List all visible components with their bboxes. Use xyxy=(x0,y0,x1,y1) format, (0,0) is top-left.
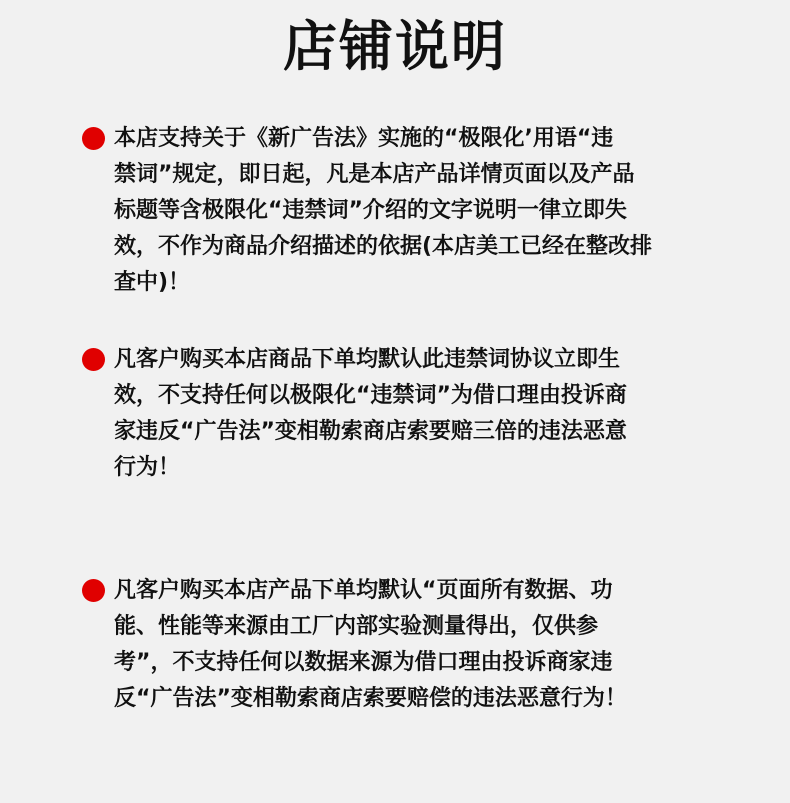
notice-line: 查中)！ xyxy=(114,270,191,295)
notice-line: 凡客户购买本店产品下单均默认“页面所有数据、功 xyxy=(114,578,613,603)
notice-line: 行为！ xyxy=(114,455,181,480)
notice-item-2 xyxy=(82,342,722,486)
red-dot-bullet-icon xyxy=(82,348,105,371)
notice-line: 本店支持关于《新广告法》实施的“极限化’用语“违 xyxy=(114,126,614,151)
notice-item-1 xyxy=(82,121,722,301)
notice-line: 效，不作为商品介绍描述的依据(本店美工已经在整改排 xyxy=(114,234,653,259)
notice-line: 禁词”规定，即日起，凡是本店产品详情页面以及产品 xyxy=(114,162,635,187)
notice-text xyxy=(114,121,722,301)
notice-line: 标题等含极限化“违禁词”介绍的文字说明一律立即失 xyxy=(114,198,627,223)
page-title: 店铺说明 xyxy=(283,14,507,78)
notice-line: 考”，不支持任何以数据来源为借口理由投诉商家违 xyxy=(114,650,613,675)
notice-line: 家违反“广告法”变相勒索商店索要赔三倍的违法恶意 xyxy=(114,419,627,444)
notice-text xyxy=(114,573,722,717)
red-dot-bullet-icon xyxy=(82,127,105,150)
notice-item-3 xyxy=(82,573,722,717)
red-dot-bullet-icon xyxy=(82,579,105,602)
notice-line: 效，不支持任何以极限化“违禁词”为借口理由投诉商 xyxy=(114,383,627,408)
notice-text xyxy=(114,342,722,486)
notice-line: 能、性能等来源由工厂内部实验测量得出，仅供参 xyxy=(114,614,599,639)
notice-line: 凡客户购买本店商品下单均默认此违禁词协议立即生 xyxy=(114,347,621,372)
notice-line: 反“广告法”变相勒索商店索要赔偿的违法恶意行为！ xyxy=(114,686,627,711)
